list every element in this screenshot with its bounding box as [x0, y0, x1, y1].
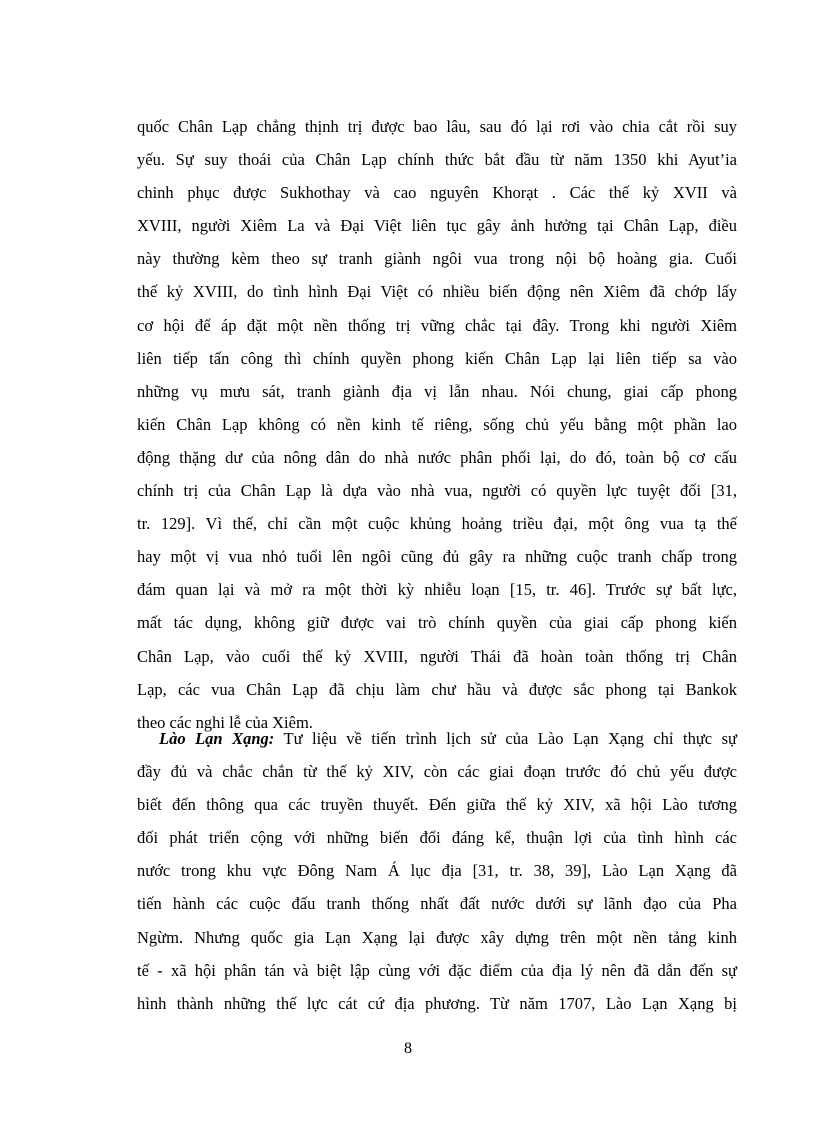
text-line: Lạp, các vua Chân Lạp đã chịu làm chư hầu và được sắc phong tại Bankok: [137, 679, 737, 699]
text-line: tiến hành các cuộc đấu tranh thống nhất đất nước dưới sự lãnh đạo của Pha: [137, 894, 737, 914]
text-line: [137, 722, 737, 755]
text-line: những vụ mưu sát, tranh giành địa vị lẫn nhau. Nói chung, giai cấp phong: [137, 381, 737, 401]
text-run: Tư liệu về tiến trình lịch sử của Lào Lạn Xạng chỉ thực sự: [274, 729, 737, 748]
text-line: chính trị của Chân Lạp là dựa vào nhà vua, người có quyền lực tuyệt đối [31,: [137, 481, 737, 501]
text-line: thế kỷ XVIII, do tình hình Đại Việt có nhiều biến động nên Xiêm đã chớp lấy: [137, 282, 737, 302]
text-line: liên tiếp tấn công thì chính quyền phong kiến Chân Lạp lại liên tiếp sa vào: [137, 348, 737, 368]
text-line: nước trong khu vực Đông Nam Á lục địa [31, tr. 38, 39], Lào Lạn Xạng đã: [137, 861, 737, 881]
page-number: 8: [404, 1040, 412, 1057]
text-line: tế - xã hội phân tán và biệt lập cùng với đặc điểm của địa lý nên đã dẫn đến sự: [137, 960, 737, 980]
text-line: đầy đủ và chắc chắn từ thế kỷ XIV, còn các giai đoạn trước đó chủ yếu được: [137, 762, 737, 782]
text-line: đối phát triển cộng với những biến đổi đáng kể, thuận lợi của tình hình các: [137, 828, 737, 848]
text-line: này thường kèm theo sự tranh giành ngôi vua trong nội bộ hoàng gia. Cuối: [137, 249, 737, 269]
text-line: hình thành những thế lực cát cứ địa phương. Từ năm 1707, Lào Lạn Xạng bị: [137, 993, 737, 1013]
section-heading: Lào Lạn Xạng:: [159, 729, 275, 748]
text-line: biết đến thông qua các truyền thuyết. Đến giữa thế kỷ XIV, xã hội Lào tương: [137, 795, 737, 815]
text-line: động thặng dư của nông dân do nhà nước phân phối lại, do đó, toàn bộ cơ cấu: [137, 447, 737, 467]
text-line: quốc Chân Lạp chẳng thịnh trị được bao lâu, sau đó lại rơi vào chia cắt rồi suy: [137, 117, 737, 136]
text-line: tr. 129]. Vì thế, chỉ cần một cuộc khủng hoảng triều đại, một ông vua tạ thế: [137, 514, 737, 534]
text-line: Chân Lạp, vào cuối thế kỷ XVIII, người Thái đã hoàn toàn thống trị Chân: [137, 646, 737, 666]
text-line: yếu. Sự suy thoái của Chân Lạp chính thức bắt đầu từ năm 1350 khi Ayut’ia: [137, 150, 737, 170]
paragraph-chan-lap: [137, 110, 737, 739]
paragraph-lao-lan-xang: [137, 722, 737, 1020]
text-line: hay một vị vua nhỏ tuổi lên ngôi cũng đủ gây ra những cuộc tranh chấp trong: [137, 547, 737, 567]
text-line: cơ hội để áp đặt một nền thống trị vững chắc tại đây. Trong khi người Xiêm: [137, 315, 737, 335]
text-line: chinh phục được Sukhothay và cao nguyên Khorạt . Các thế kỷ XVII và: [137, 183, 737, 203]
text-line: đám quan lại và mở ra một thời kỳ nhiễu loạn [15, tr. 46]. Trước sự bất lực,: [137, 580, 737, 600]
text-line: theo các nghi lễ của Xiêm.: [137, 712, 313, 732]
text-line: Ngừm. Nhưng quốc gia Lạn Xạng lại được xây dựng trên một nền tảng kinh: [137, 927, 737, 947]
text-line: kiến Chân Lạp không có nền kinh tế riêng, sống chủ yếu bằng một phần lao: [137, 414, 737, 434]
text-line: XVIII, người Xiêm La và Đại Việt liên tục gây ảnh hưởng tại Chân Lạp, điều: [137, 216, 737, 236]
text-line: mất tác dụng, không giữ được vai trò chính quyền của giai cấp phong kiến: [137, 613, 737, 633]
